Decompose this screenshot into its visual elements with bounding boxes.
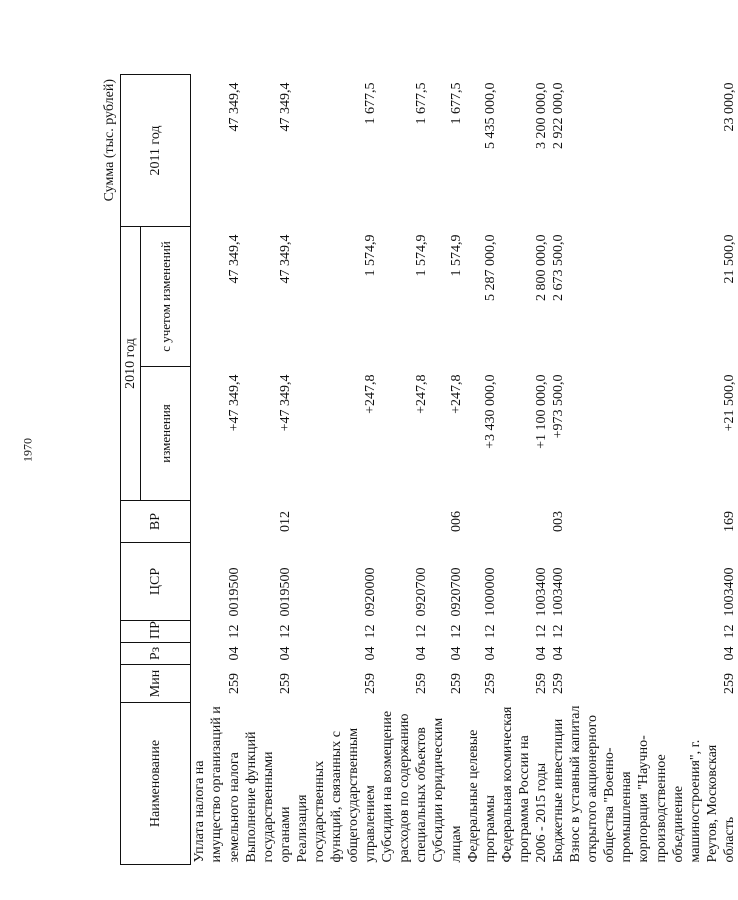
cell-changes: +1 100 000,0: [533, 374, 549, 449]
table-row: [294, 75, 379, 865]
cell-with-changes: 21 500,0: [721, 234, 737, 284]
cell-csr: 1003400: [533, 567, 549, 617]
cell-rz: 04: [414, 646, 430, 661]
cell-vr: 012: [277, 511, 293, 532]
cell-name: Субсидии юридическим лицам: [431, 717, 464, 863]
cell-rz: 04: [533, 646, 549, 661]
cell-pr: 12: [721, 624, 737, 639]
cell-name: Реализация государственных функций, связанных с общегосударственным управлением: [294, 727, 379, 863]
cell-csr: 1003400: [721, 567, 737, 617]
cell-vr: [379, 501, 430, 543]
cell-y2011: 1 677,5: [414, 82, 430, 125]
cell-rz: 04: [721, 646, 737, 661]
cell-name: Взнос в уставный капитал открытого акционерного общества "Военно-промышленная корпорация "Научно-производственное объединение машиностроения", г. Реутов, Московская область: [568, 705, 737, 863]
cell-pr: 12: [277, 624, 293, 639]
col-vr: ВР: [121, 501, 191, 543]
page-number: 1970: [20, 438, 35, 462]
cell-csr: 1000000: [482, 567, 498, 617]
cell-with-changes: 1 574,9: [448, 234, 464, 277]
table-row: [191, 75, 243, 865]
cell-pr: 12: [226, 624, 242, 639]
cell-min: 259: [721, 673, 737, 694]
cell-pr: 12: [551, 624, 567, 639]
cell-changes: +247,8: [414, 374, 430, 414]
cell-vr: [465, 501, 499, 543]
cell-with-changes: 2 800 000,0: [533, 234, 549, 301]
units-label: Сумма (тыс. рублей): [102, 79, 117, 202]
budget-table: [120, 74, 738, 865]
cell-with-changes: 47 349,4: [226, 234, 242, 284]
table-row: [567, 75, 738, 865]
cell-rz: 04: [551, 646, 567, 661]
cell-csr: 1003400: [551, 567, 567, 617]
cell-changes: +247,8: [363, 374, 379, 414]
cell-min: 259: [448, 673, 464, 694]
table-body: [191, 75, 738, 865]
cell-vr: 006: [448, 511, 464, 532]
cell-pr: 12: [448, 624, 464, 639]
cell-y2011: 47 349,4: [277, 82, 293, 132]
cell-changes: +247,8: [448, 374, 464, 414]
cell-rz: 04: [226, 646, 242, 661]
cell-y2011: 3 200 000,0: [533, 82, 549, 149]
cell-min: 259: [277, 673, 293, 694]
col-pr: ПР: [121, 621, 191, 643]
table-row: [465, 75, 499, 865]
cell-csr: 0019500: [226, 567, 242, 617]
col-year-2010: 2010 год: [121, 227, 141, 501]
cell-name: Бюджетные инвестиции: [551, 718, 567, 863]
cell-changes: +973 500,0: [551, 374, 567, 439]
cell-vr: 003: [551, 511, 567, 532]
cell-vr: [294, 501, 379, 543]
cell-min: 259: [551, 673, 567, 694]
cell-name: Федеральная космическая программа России на 2006 - 2015 годы: [499, 706, 549, 863]
cell-min: 259: [414, 673, 430, 694]
cell-y2011: 2 922 000,0: [551, 82, 567, 149]
cell-csr: 0920000: [363, 567, 379, 617]
col-rz: Рз: [121, 643, 191, 665]
table-row: [430, 75, 464, 865]
col-name: Наименование: [121, 703, 191, 865]
col-with-changes: с учетом изменений: [141, 227, 191, 367]
cell-rz: 04: [448, 646, 464, 661]
cell-pr: 12: [414, 624, 430, 639]
cell-csr: 0920700: [414, 567, 430, 617]
cell-rz: 04: [277, 646, 293, 661]
cell-y2011: 1 677,5: [363, 82, 379, 125]
cell-y2011: 5 435 000,0: [482, 82, 498, 149]
table-header: [121, 75, 191, 865]
cell-rz: 04: [363, 646, 379, 661]
cell-min: 259: [533, 673, 549, 694]
cell-rz: 04: [482, 646, 498, 661]
cell-min: 259: [482, 673, 498, 694]
col-year-2011: 2011 год: [121, 75, 191, 227]
cell-changes: +47 349,4: [277, 374, 293, 432]
cell-name: Уплата налога на имущество организаций и земельного налога: [192, 706, 242, 863]
cell-changes: +47 349,4: [226, 374, 242, 432]
cell-vr: [191, 501, 243, 543]
cell-csr: 0920700: [448, 567, 464, 617]
cell-csr: 0019500: [277, 567, 293, 617]
col-min: Мин: [121, 665, 191, 703]
rotated-content: [100, 75, 737, 865]
table-row: [499, 75, 550, 865]
cell-pr: 12: [482, 624, 498, 639]
cell-changes: +3 430 000,0: [482, 374, 498, 449]
cell-pr: 12: [363, 624, 379, 639]
cell-vr: 169: [721, 511, 737, 532]
cell-with-changes: 1 574,9: [363, 234, 379, 277]
cell-min: 259: [226, 673, 242, 694]
table-row: [550, 75, 567, 865]
table-row: [379, 75, 430, 865]
cell-min: 259: [363, 673, 379, 694]
cell-changes: +21 500,0: [721, 374, 737, 432]
cell-y2011: 47 349,4: [226, 82, 242, 132]
rotated-sheet: [100, 75, 737, 865]
cell-y2011: 1 677,5: [448, 82, 464, 125]
cell-name: Субсидии на возмещение расходов по содержанию специальных объектов: [380, 710, 430, 863]
cell-with-changes: 47 349,4: [277, 234, 293, 284]
cell-with-changes: 5 287 000,0: [482, 234, 498, 301]
cell-name: Выполнение функций государственными органами: [243, 731, 293, 863]
cell-with-changes: 1 574,9: [414, 234, 430, 277]
table-row: [243, 75, 294, 865]
cell-y2011: 23 000,0: [721, 82, 737, 132]
col-csr: ЦСР: [121, 543, 191, 621]
col-changes: изменения: [141, 367, 191, 501]
cell-with-changes: 2 673 500,0: [551, 234, 567, 301]
cell-pr: 12: [533, 624, 549, 639]
cell-name: Федеральные целевые программы: [465, 729, 498, 863]
cell-vr: [499, 501, 550, 543]
